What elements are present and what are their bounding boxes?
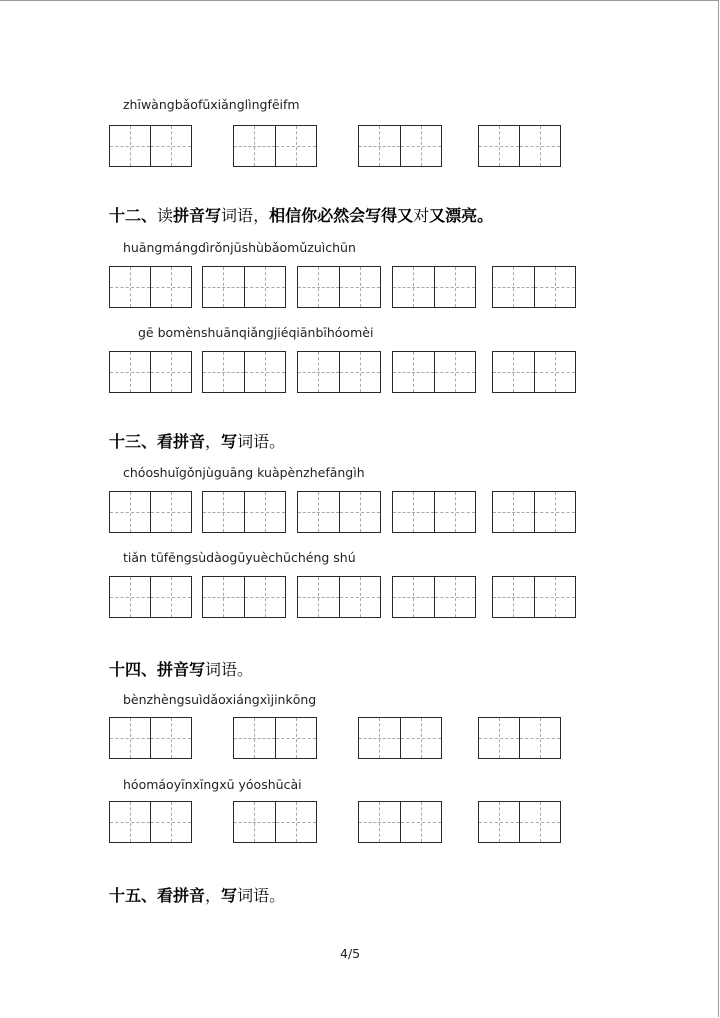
word-box[interactable] [358,801,442,843]
word-box[interactable] [492,266,576,308]
char-cell[interactable] [519,126,560,166]
char-cell[interactable] [298,352,339,392]
char-cell[interactable] [275,126,317,166]
word-box[interactable] [492,576,576,618]
answer-row [0,576,720,618]
char-cell[interactable] [519,802,560,842]
char-cell[interactable] [275,802,317,842]
word-box[interactable] [109,351,192,393]
char-cell[interactable] [150,577,191,617]
word-box[interactable] [358,717,442,759]
answer-row [0,801,720,843]
heading-number: 十五、 [109,886,158,905]
char-cell[interactable] [479,802,519,842]
section-heading-13 [109,429,285,452]
char-cell[interactable] [400,126,442,166]
char-cell[interactable] [234,126,275,166]
char-cell[interactable] [275,718,317,758]
word-box[interactable] [358,125,442,167]
word-box[interactable] [109,717,192,759]
word-box[interactable] [233,125,317,167]
heading-text: 词语 [221,206,254,225]
word-box[interactable] [297,266,381,308]
char-cell[interactable] [359,718,400,758]
pinyin-prompt: tiǎn tūfēngsùdàogūyuèchūchéng shú [123,550,356,565]
section-heading-14 [109,657,253,680]
char-cell[interactable] [150,352,191,392]
word-box[interactable] [478,801,561,843]
heading-text: 对 [413,206,430,225]
char-cell[interactable] [493,492,534,532]
char-cell[interactable] [234,718,275,758]
char-cell[interactable] [479,718,519,758]
word-box[interactable] [233,801,317,843]
heading-text: 词语。 [237,886,286,905]
char-cell[interactable] [203,577,244,617]
char-cell[interactable] [339,267,381,307]
heading-text: ， [253,206,270,225]
heading-text: 又漂亮。 [429,206,494,225]
heading-text: 词语。 [205,660,254,679]
char-cell[interactable] [393,352,434,392]
word-box[interactable] [202,266,286,308]
char-cell[interactable] [110,718,150,758]
section-heading-12 [109,203,493,226]
char-cell[interactable] [493,352,534,392]
char-cell[interactable] [203,492,244,532]
word-box[interactable] [109,125,192,167]
char-cell[interactable] [298,492,339,532]
heading-text: 写 [221,432,238,451]
char-cell[interactable] [393,492,434,532]
char-cell[interactable] [150,126,191,166]
section-heading-15 [109,883,285,906]
word-box[interactable] [109,801,192,843]
char-cell[interactable] [493,267,534,307]
char-cell[interactable] [244,577,286,617]
char-cell[interactable] [203,352,244,392]
heading-text: ， [205,432,222,451]
heading-text: 相信你必然会写得又 [269,206,414,225]
answer-row [0,351,720,393]
word-box[interactable] [392,491,476,533]
answer-row [0,266,720,308]
heading-number: 十四、 [109,660,158,679]
char-cell[interactable] [434,577,476,617]
pinyin-prompt: chóoshuǐgǒnjùguāng kuàpènzhefāngìh [123,465,365,480]
heading-text: 看拼音 [157,886,206,905]
heading-number: 十二、 [109,206,158,225]
char-cell[interactable] [534,492,576,532]
char-cell[interactable] [393,577,434,617]
answer-row [0,125,720,167]
char-cell[interactable] [110,577,150,617]
word-box[interactable] [392,576,476,618]
answer-row [0,491,720,533]
char-cell[interactable] [400,718,442,758]
char-cell[interactable] [493,577,534,617]
word-box[interactable] [297,351,381,393]
word-box[interactable] [233,717,317,759]
char-cell[interactable] [110,352,150,392]
word-box[interactable] [202,491,286,533]
word-box[interactable] [492,351,576,393]
page-number: 4/5 [340,946,361,961]
heading-number: 十三、 [109,432,158,451]
word-box[interactable] [297,576,381,618]
char-cell[interactable] [534,267,576,307]
char-cell[interactable] [110,126,150,166]
word-box[interactable] [109,491,192,533]
char-cell[interactable] [150,492,191,532]
char-cell[interactable] [359,802,400,842]
char-cell[interactable] [110,492,150,532]
word-box[interactable] [202,576,286,618]
answer-row [0,717,720,759]
char-cell[interactable] [150,718,191,758]
char-cell[interactable] [519,718,560,758]
char-cell[interactable] [339,352,381,392]
heading-text: 拼音写 [157,660,206,679]
word-box[interactable] [392,266,476,308]
char-cell[interactable] [479,126,519,166]
heading-text: 拼音写 [173,206,222,225]
word-box[interactable] [297,491,381,533]
char-cell[interactable] [434,267,476,307]
char-cell[interactable] [434,352,476,392]
char-cell[interactable] [110,802,150,842]
char-cell[interactable] [339,492,381,532]
word-box[interactable] [109,266,192,308]
pinyin-prompt: zhīwàngbǎofūxiǎnglìngfēifm [123,97,300,112]
char-cell[interactable] [434,492,476,532]
heading-text: 读 [157,206,174,225]
char-cell[interactable] [244,352,286,392]
char-cell[interactable] [393,267,434,307]
char-cell[interactable] [534,577,576,617]
heading-text: 词语。 [237,432,286,451]
char-cell[interactable] [150,267,191,307]
pinyin-prompt: gē bomènshuānqiǎngjiéqiānbīhóomèi [138,325,374,340]
heading-text: 看拼音 [157,432,206,451]
char-cell[interactable] [244,267,286,307]
char-cell[interactable] [110,267,150,307]
word-box[interactable] [109,576,192,618]
pinyin-prompt: huāngmángdìrǒnjūshùbǎomǔzuìchūn [123,240,356,255]
char-cell[interactable] [359,126,400,166]
char-cell[interactable] [298,267,339,307]
char-cell[interactable] [298,577,339,617]
heading-text: ， [205,886,222,905]
heading-text: 写 [221,886,238,905]
char-cell[interactable] [244,492,286,532]
pinyin-prompt: bènzhèngsuìdǎoxiángxìjinkōng [123,692,317,707]
char-cell[interactable] [234,802,275,842]
word-box[interactable] [478,717,561,759]
word-box[interactable] [478,125,561,167]
char-cell[interactable] [534,352,576,392]
word-box[interactable] [202,351,286,393]
char-cell[interactable] [339,577,381,617]
char-cell[interactable] [400,802,442,842]
char-cell[interactable] [203,267,244,307]
word-box[interactable] [492,491,576,533]
char-cell[interactable] [150,802,191,842]
pinyin-prompt: hóomáoyīnxīngxū yóoshūcài [123,777,302,792]
word-box[interactable] [392,351,476,393]
